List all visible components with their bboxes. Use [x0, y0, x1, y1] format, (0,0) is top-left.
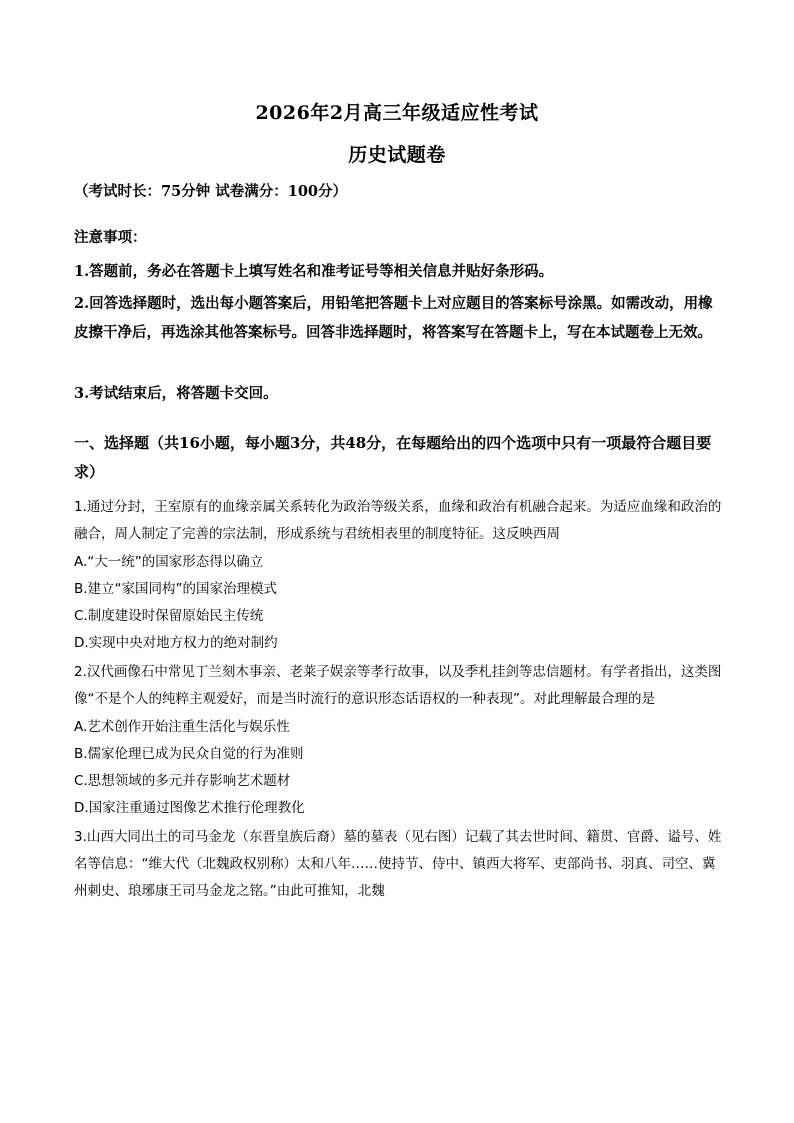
exam-meta: （考试时长：75分钟 试卷满分：100分）	[74, 183, 347, 200]
question-3-stem: 3.山西大同出土的司马金龙（东晋皇族后裔）墓的墓表（见右图）记载了其去世时间、籍贯、官爵、谥号、姓名等信息：“维大代（北魏政权别称）太和八年……使持节、侍中、镇西大将军、吏部尚书、羽真、司空、冀州刺史、琅琊康王司马金龙之铭。”由此可推知，北魏	[74, 829, 722, 899]
question-2-stem: 2.汉代画像石中常见丁兰刻木事亲、老莱子娱亲等孝行故事，以及季札挂剑等忠信题材。有学者指出，这类图像“不是个人的纯粹主观爱好，而是当时流行的意识形态话语权的一种表现”。对此理解最合理的是	[74, 664, 722, 707]
question-1-option-a: A.“大一统”的国家形态得以确立	[74, 554, 264, 570]
question-1-option-c: C.制度建设时保留原始民主传统	[74, 608, 264, 624]
question-2-option-b: B.儒家伦理已成为民众自觉的行为准则	[74, 746, 304, 762]
question-1-option-b: B.建立“家国同构”的国家治理模式	[74, 581, 278, 597]
question-1-option-d: D.实现中央对地方权力的绝对制约	[74, 635, 278, 651]
question-2-option-a: A.艺术创作开始注重生活化与娱乐性	[74, 719, 290, 735]
notes-heading: 注意事项：	[74, 229, 147, 246]
exam-subtitle: 历史试题卷	[348, 144, 446, 166]
note-item-1: 1.答题前，务必在答题卡上填写姓名和准考证号等相关信息并贴好条形码。	[74, 263, 554, 280]
note-item-3: 3.考试结束后，将答题卡交回。	[74, 385, 278, 402]
note-item-2: 2.回答选择题时，选出每小题答案后，用铅笔把答题卡上对应题目的答案标号涂黑。如需改动，用橡皮擦干净后，再选涂其他答案标号。回答非选择题时，将答案写在答题卡上，写在本试题卷上无效。	[74, 295, 713, 341]
question-2-option-d: D.国家注重通过图像艺术推行伦理教化	[74, 800, 305, 816]
question-2-option-c: C.思想领域的多元并存影响艺术题材	[74, 773, 291, 789]
question-1-stem: 1.通过分封，王室原有的血缘亲属关系转化为政治等级关系，血缘和政治有机融合起来。为适应血缘和政治的融合，周人制定了完善的宗法制，形成系统与君统相表里的制度特征。这反映西周	[74, 499, 722, 542]
section-heading: 一、选择题（共16小题，每小题3分，共48分，在每题给出的四个选项中只有一项最符合题目要求）	[74, 434, 712, 481]
exam-title: 2026年2月高三年级适应性考试	[255, 102, 539, 124]
